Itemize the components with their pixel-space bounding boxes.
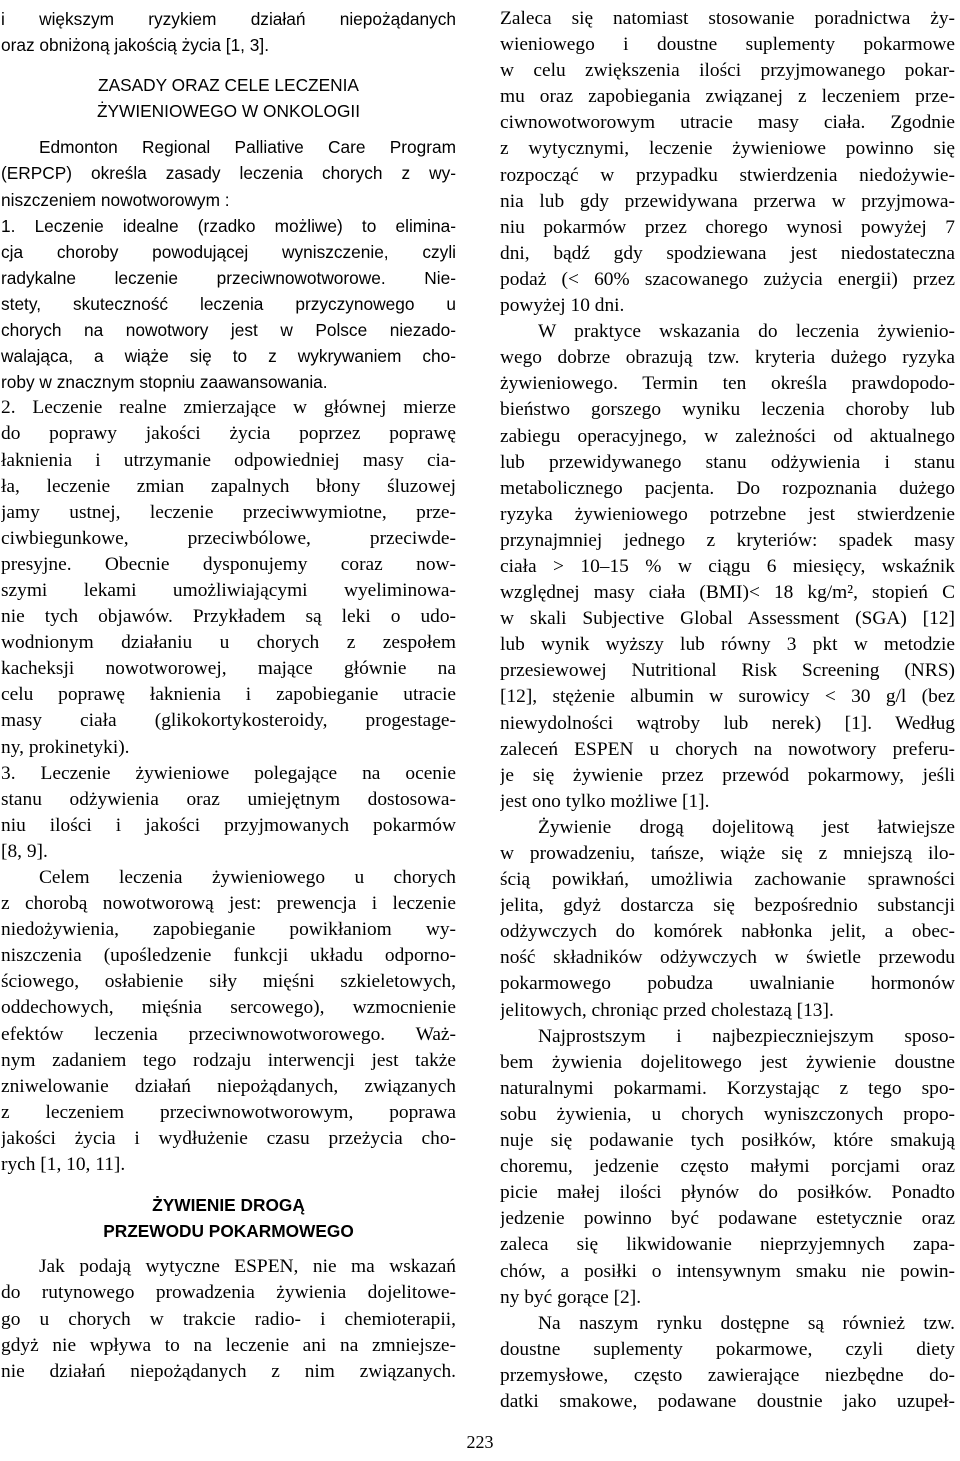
text-line: ciała > 10–15 % w ciągu 6 miesięcy, wskaźnik — [500, 555, 955, 577]
text-line: Zaleca się natomiast stosowanie poradnictwa ży- — [500, 8, 955, 29]
section-heading-zasady — [1, 72, 456, 124]
text-line: zaleca się likwidowanie nieprzyjemnych zapa- — [500, 1234, 955, 1256]
text-line: w celu zwiększenia ilości przyjmowanego pokar- — [500, 60, 955, 82]
text-line: sobu żywienia, u chorych wyniszczonych propo- — [500, 1103, 955, 1125]
text-line: Jak podają wytyczne ESPEN, nie ma wskazań — [39, 1256, 456, 1278]
text-line: niszczeniem nowotworowym : — [1, 189, 230, 210]
text-line: z chorobą nowotworową jest: prewencja i leczenie — [1, 893, 456, 915]
text-line: przesiewowej Nutritional Risk Screening (NRS) — [500, 660, 955, 682]
text-line: wieniowego i doustne suplementy pokarmowe — [500, 34, 955, 56]
text-line: bem żywienia dojelitowego jest żywienie doustne — [500, 1051, 955, 1073]
text-line: z leczeniem przeciwnowotworowym, poprawa — [1, 1101, 456, 1123]
left-column — [1, 6, 456, 1385]
page-number: 223 — [466, 1432, 494, 1452]
text-line: je się żywienie przez przewód pokarmowy, jeśli — [500, 764, 955, 786]
paragraph-na-naszym-rynku — [500, 1311, 955, 1415]
text-line: dni, bądź gdy spodziewana jest niedostateczna — [500, 242, 955, 264]
text-line: Najprostszym i najbezpieczniejszym sposo- — [538, 1025, 955, 1047]
text-line: roby w znacznym stopniu zaawansowania. — [1, 372, 328, 393]
text-line: radykalne leczenie przeciwnowotworowe. Nie- — [1, 267, 456, 288]
text-line: jamy ustnej, leczenie przeciwwymiotne, prze- — [1, 501, 456, 523]
text-line: celu poprawę łaknienia i zapobieganie utracie — [1, 684, 456, 706]
right-column — [500, 6, 955, 1415]
text-line: presyjne. Obecnie dysponujemy coraz now- — [1, 553, 456, 575]
text-line: Celem leczenia żywieniowego u chorych — [39, 867, 456, 888]
text-line: ciwnowotworowym utracie masy ciała. Zgodnie — [500, 112, 955, 134]
text-line: nie tych objawów. Przykładem są leki o udo- — [1, 606, 456, 628]
text-line: nia lub gdy przewidywana przerwa w przyjmowa- — [500, 190, 955, 212]
text-line: jest ono tylko możliwe [1]. — [500, 790, 710, 812]
text-line: powyżej 10 dni. — [500, 295, 625, 317]
text-line: ścią powikłań, umożliwia zachowanie sprawności — [500, 869, 955, 891]
text-line: szymi lekami umożliwiającymi wyeliminowa- — [1, 579, 456, 601]
list-item-3 — [1, 761, 456, 865]
text-line: kacheksji nowotworowej, mające głównie na — [1, 658, 456, 680]
text-line: go u chorych w trakcie radio- i chemioterapii, — [1, 1308, 456, 1330]
text-line: wego dobrze obrazują tzw. kryteria dużego ryzyka — [500, 347, 955, 369]
text-line: 2. Leczenie realne zmierzające w głównej mierze — [1, 397, 456, 419]
heading-line: ŻYWIENIE DROGĄ — [152, 1195, 305, 1216]
paragraph-erpcp — [1, 134, 456, 212]
text-line: przynajmniej jednego z kryteriów: spadek masy — [500, 529, 955, 551]
text-line: niu pokarmów przez chorego wynosi powyżej 7 — [500, 216, 955, 238]
text-line: jelitowych, chroniąc przed cholestazą [13]. — [500, 999, 834, 1021]
text-line: do rutynowego prowadzenia żywienia dojelitowe- — [1, 1282, 456, 1304]
text-line: i większym ryzykiem działań niepożądanych — [1, 9, 456, 29]
section-heading-zywienie — [1, 1192, 456, 1244]
text-line: przemysłowe, często zawierające niezbędne do- — [500, 1364, 955, 1386]
text-line: cja choroby powodującej wyniszczenie, czyli — [1, 241, 456, 262]
text-line: gdyż nie wpływa to na leczenie ani na zmniejsze- — [1, 1334, 456, 1356]
text-line: w prowadzeniu, tańsze, wiąże się z mniejszą ilo- — [500, 843, 955, 864]
text-line: podaż (< 60% szacowanego zużycia energii) przez — [500, 268, 955, 290]
text-line: odżywczych do komórek nabłonka jelit, a obec- — [500, 921, 955, 943]
text-line: nym zadaniem tego rodzaju interwencji jest także — [1, 1049, 456, 1071]
paragraph-espen — [1, 1254, 456, 1384]
text-line: niedożywienia, zapobieganie powikłaniom wy- — [1, 919, 456, 941]
text-line: ność składników odżywczych w świetle przewodu — [500, 947, 955, 969]
text-line: lub wynik wyższy lub równy 3 pkt w metodzie — [500, 634, 955, 656]
text-line: picie małej ilości płynów do posiłków. Ponadto — [500, 1182, 955, 1204]
text-line: jakości życia i wydłużenie czasu przeżycia cho- — [1, 1127, 456, 1149]
text-line: oddechowych, mięśnia sercowego), wzmocnienie — [1, 997, 456, 1019]
intro-paragraph — [1, 6, 456, 58]
text-line: bieństwo gorszego wyniku leczenia choroby lub — [500, 399, 955, 421]
text-line: zabiegu operacyjnego, w zależności od aktualnego — [500, 425, 955, 447]
text-line: [12], stężenie albumin w surowicy < 30 g/l (bez — [500, 686, 955, 708]
text-line: rozpocząć w przypadku stwierdzenia niedożywie- — [500, 164, 955, 186]
text-line: zniwelowanie działań niepożądanych, związanych — [1, 1075, 456, 1097]
text-line: ryzyka żywieniowego potrzebne jest stwierdzenie — [500, 503, 955, 525]
paragraph-w-praktyce — [500, 319, 955, 815]
text-line: żywieniowego. Termin ten określa prawdopodo- — [500, 373, 955, 395]
text-line: wodnionym działaniu u chorych z zespołem — [1, 632, 456, 654]
text-line: lub przewidywanego stanu odżywienia i stanu — [500, 451, 955, 473]
text-line: Żywienie drogą dojelitową jest łatwiejsze — [538, 816, 955, 838]
text-line: stety, skuteczność leczenia przyczynowego u — [1, 293, 456, 314]
text-line: stanu odżywienia oraz umiejętnym dostosowa- — [1, 788, 456, 810]
text-line: masy ciała (glikokortykosteroidy, progestage- — [1, 710, 456, 732]
text-line: [8, 9]. — [1, 840, 48, 862]
text-line: pokarmowego pobudza uwalnianie hormonów — [500, 973, 955, 995]
paragraph-celem — [1, 865, 456, 1178]
text-line: naturalnymi pokarmami. Korzystając z tego spo- — [500, 1077, 955, 1099]
list-item-1 — [1, 213, 456, 396]
text-line: efektów leczenia przeciwnowotworowego. Waż- — [1, 1023, 456, 1045]
text-line: oraz obniżoną jakością życia [1, 3]. — [1, 35, 270, 56]
text-line: (ERPCP) określa zasady leczenia chorych z wy- — [1, 163, 456, 184]
text-line: 3. Leczenie żywieniowe polegające na ocenie — [1, 762, 456, 784]
text-line: w skali Subjective Global Assessment (SGA) [12] — [500, 608, 955, 630]
text-line: z wytycznymi, leczenie żywieniowe powinno się — [500, 138, 955, 160]
paragraph-najprostszym — [500, 1024, 955, 1311]
text-line: 1. Leczenie idealne (rzadko możliwe) to elimina- — [1, 215, 456, 236]
text-line: niewydolności wątroby lub nerek) [1]. Według — [500, 712, 955, 734]
text-line: rych [1, 10, 11]. — [1, 1154, 126, 1176]
list-item-2 — [1, 395, 456, 760]
text-line: ściowego, osłabienie siły mięśni szkieletowych, — [1, 971, 456, 993]
text-line: ła, leczenie zmian zapalnych błony śluzowej — [1, 475, 456, 497]
text-line: nie działań niepożądanych z nim związanych. — [1, 1360, 456, 1382]
text-line: łaknienia i utrzymanie odpowiedniej masy cia- — [1, 449, 456, 471]
text-line: jelita, gdyż dostarcza się bezpośrednio substancji — [500, 895, 955, 917]
text-line: chów, a posiłki o intensywnym smaku nie powin- — [500, 1260, 955, 1282]
text-line: niu ilości i jakości przyjmowanych pokarmów — [1, 814, 456, 836]
heading-line: PRZEWODU POKARMOWEGO — [103, 1221, 354, 1242]
text-line: metabolicznego pacjenta. Do rozpoznania dużego — [500, 477, 955, 499]
text-line: ny być gorące [2]. — [500, 1286, 642, 1308]
text-line: Edmonton Regional Palliative Care Program — [39, 137, 456, 158]
text-line: mu oraz zapobiegania związanej z leczeniem prze- — [500, 86, 955, 108]
text-line: doustne suplementy pokarmowe, czyli diety — [500, 1338, 955, 1360]
paragraph-zaleca — [500, 6, 955, 319]
heading-line: ŻYWIENIOWEGO W ONKOLOGII — [96, 101, 361, 122]
text-line: jedzenie powinno być podawane estetycznie oraz — [500, 1208, 955, 1230]
paragraph-zywienie-dojelitowe — [500, 815, 955, 1024]
text-line: do poprawy jakości życia poprzez poprawę — [1, 423, 456, 445]
text-line: względnej masy ciała (BMI)< 18 kg/m², stopień C — [500, 582, 955, 604]
text-line: datki smakowe, podawane doustnie jako uzupeł- — [500, 1390, 955, 1412]
text-line: niszczenia (upośledzenie funkcji układu odporno- — [1, 945, 456, 967]
text-line: Na naszym rynku dostępne są również tzw. — [538, 1312, 955, 1334]
text-line: nuje się podawanie tych posiłków, które smakują — [500, 1130, 955, 1152]
text-line: zaleceń ESPEN u chorych na nowotwory preferu- — [500, 738, 955, 760]
heading-line: ZASADY ORAZ CELE LECZENIA — [98, 75, 359, 96]
text-line: ny, prokinetyki). — [1, 736, 130, 758]
text-line: choremu, jedzenie często małymi porcjami oraz — [500, 1156, 955, 1178]
text-line: chorych na nowotwory jest w Polsce niezado- — [1, 320, 456, 341]
text-line: walająca, a wiąże się to z wykrywaniem cho- — [1, 346, 456, 367]
text-line: ciwbiegunkowe, przeciwbólowe, przeciwde- — [1, 527, 456, 549]
text-line: W praktyce wskazania do leczenia żywienio- — [538, 321, 955, 343]
